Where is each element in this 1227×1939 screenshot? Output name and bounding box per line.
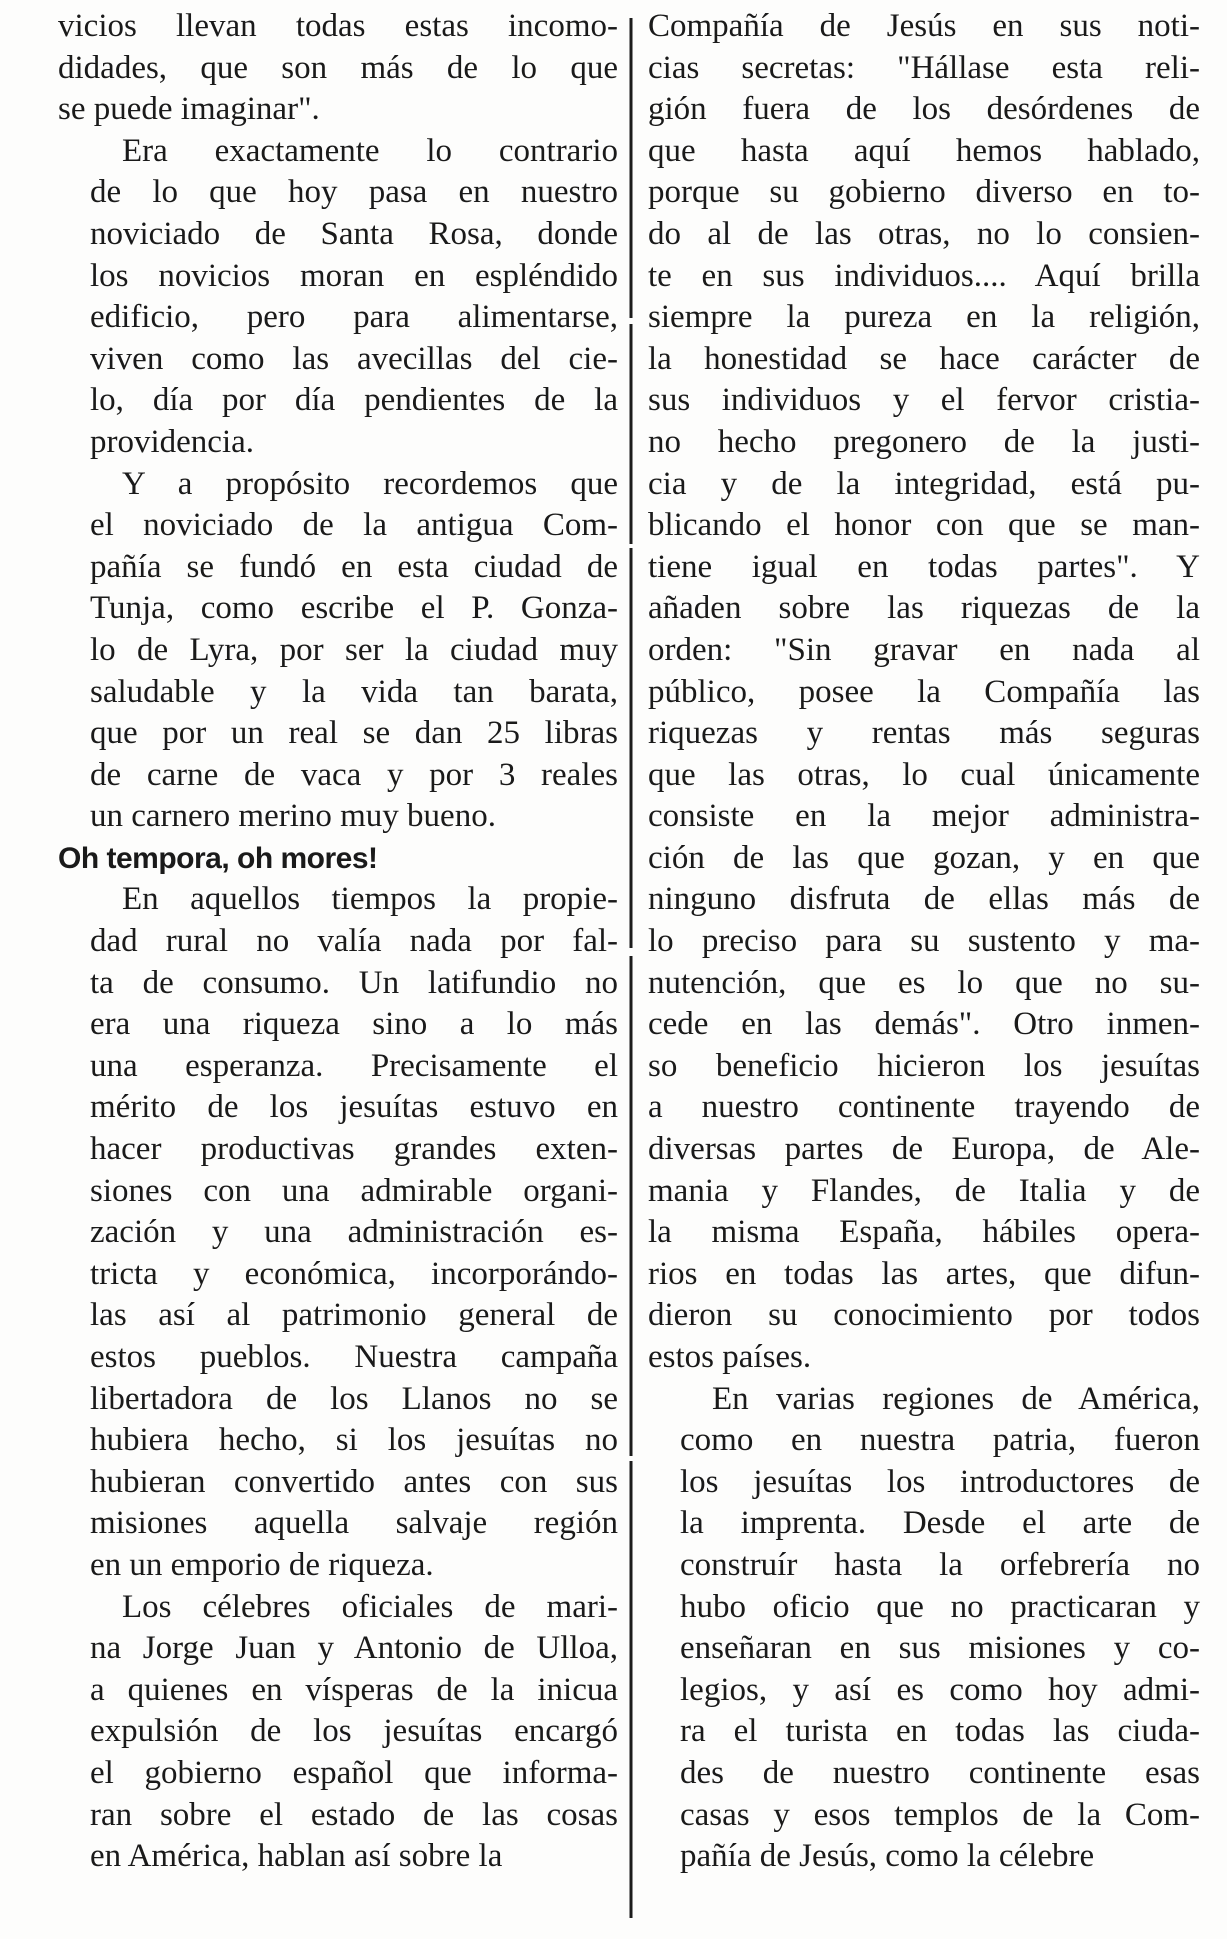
text-line: hubiera hecho, si los jesuítas no — [90, 1422, 618, 1459]
text-line: construír hasta la orfebrería no — [680, 1546, 1200, 1583]
text-line: lo, día por día pendientes de la — [90, 382, 618, 419]
left-text-column — [58, 6, 618, 1878]
text-line: tiene igual en todas partes". Y — [648, 548, 1200, 585]
text-line: Oh tempora, oh mores! — [58, 841, 378, 875]
right-text-column — [648, 6, 1200, 1878]
column-divider-rule — [628, 18, 634, 1918]
text-line: blicando el honor con que se man- — [648, 507, 1200, 544]
text-line: legios, y así es como hoy admi- — [680, 1671, 1200, 1708]
text-line: En aquellos tiempos la propie- — [122, 881, 618, 918]
text-line: la imprenta. Desde el arte de — [680, 1505, 1200, 1542]
text-line: la misma España, hábiles opera- — [648, 1214, 1200, 1251]
text-line: pañía se fundó en esta ciudad de — [90, 548, 618, 585]
text-line: a quienes en vísperas de la inicua — [90, 1671, 618, 1708]
text-line: público, posee la Compañía las — [648, 673, 1200, 710]
text-line: ran sobre el estado de las cosas — [90, 1796, 618, 1833]
text-line: providencia. — [90, 423, 255, 460]
text-line: se puede imaginar". — [58, 91, 320, 128]
text-line: Los célebres oficiales de mari- — [122, 1588, 618, 1625]
paragraph — [58, 6, 618, 131]
paragraph — [58, 838, 618, 880]
text-line: Compañía de Jesús en sus noti- — [648, 8, 1200, 44]
text-line: que por un real se dan 25 libras — [90, 715, 618, 752]
text-line: en un emporio de riqueza. — [90, 1546, 434, 1583]
text-line: cias secretas: "Hállase esta reli- — [648, 49, 1200, 86]
text-line: de carne de vaca y por 3 reales — [90, 756, 618, 793]
text-line: mérito de los jesuítas estuvo en — [90, 1089, 618, 1126]
text-line: cia y de la integridad, está pu- — [648, 465, 1200, 502]
text-line: ción de las que gozan, y en que — [648, 839, 1200, 876]
text-line: do al de las otras, no lo consien- — [648, 215, 1200, 252]
paragraph — [58, 131, 618, 464]
text-line: mania y Flandes, de Italia y de — [648, 1172, 1200, 1209]
paragraph — [58, 879, 618, 1586]
text-line: dieron su conocimiento por todos — [648, 1297, 1200, 1334]
text-line: porque su gobierno diverso en to- — [648, 174, 1200, 211]
text-line: viven como las avecillas del cie- — [90, 340, 618, 377]
text-line: no hecho pregonero de la justi- — [648, 423, 1200, 460]
text-line: des de nuestro continente esas — [680, 1754, 1200, 1791]
text-line: que hasta aquí hemos hablado, — [648, 132, 1200, 169]
text-line: siempre la pureza en la religión, — [648, 299, 1200, 336]
text-line: enseñaran en sus misiones y co- — [680, 1630, 1200, 1667]
text-line: misiones aquella salvaje región — [90, 1505, 618, 1542]
text-line: rios en todas las artes, que difun- — [648, 1255, 1200, 1292]
text-line: vicios llevan todas estas incomo- — [58, 8, 618, 44]
text-line: casas y esos templos de la Com- — [680, 1796, 1200, 1833]
text-line: como en nuestra patria, fueron — [680, 1422, 1200, 1459]
text-line: era una riqueza sino a lo más — [90, 1006, 618, 1043]
text-line: noviciado de Santa Rosa, donde — [90, 215, 618, 252]
text-line: la honestidad se hace carácter de — [648, 340, 1200, 377]
text-line: ninguno disfruta de ellas más de — [648, 881, 1200, 918]
text-line: lo de Lyra, por ser la ciudad muy — [90, 631, 618, 668]
text-line: el gobierno español que informa- — [90, 1754, 618, 1791]
text-line: una esperanza. Precisamente el — [90, 1047, 618, 1084]
text-line: dad rural no valía nada por fal- — [90, 923, 618, 960]
text-line: hubieran convertido antes con sus — [90, 1463, 618, 1500]
text-line: ra el turista en todas las ciuda- — [680, 1713, 1200, 1750]
text-line: Tunja, como escribe el P. Gonza- — [90, 590, 618, 627]
text-line: el noviciado de la antigua Com- — [90, 507, 618, 544]
text-line: en América, hablan así sobre la — [90, 1838, 503, 1875]
text-line: te en sus individuos.... Aquí brilla — [648, 257, 1200, 294]
text-line: riquezas y rentas más seguras — [648, 715, 1200, 752]
text-line: orden: "Sin gravar en nada al — [648, 631, 1200, 668]
text-line: las así al patrimonio general de — [90, 1297, 618, 1334]
text-line: saludable y la vida tan barata, — [90, 673, 618, 710]
text-line: Y a propósito recordemos que — [122, 465, 618, 502]
text-line: Era exactamente lo contrario — [122, 132, 618, 169]
text-line: didades, que son más de lo que — [58, 49, 618, 86]
text-line: pañía de Jesús, como la célebre — [680, 1838, 1095, 1875]
text-line: añaden sobre las riquezas de la — [648, 590, 1200, 627]
text-line: libertadora de los Llanos no se — [90, 1380, 618, 1417]
paragraph — [648, 6, 1200, 1379]
paragraph — [648, 1379, 1200, 1878]
text-line: diversas partes de Europa, de Ale- — [648, 1131, 1200, 1168]
text-line: que las otras, lo cual únicamente — [648, 756, 1200, 793]
text-line: siones con una admirable organi- — [90, 1172, 618, 1209]
text-line: nutención, que es lo que no su- — [648, 964, 1200, 1001]
text-line: zación y una administración es- — [90, 1214, 618, 1251]
text-line: na Jorge Juan y Antonio de Ulloa, — [90, 1630, 618, 1667]
text-line: lo preciso para su sustento y ma- — [648, 923, 1200, 960]
text-line: gión fuera de los desórdenes de — [648, 91, 1200, 128]
text-line: consiste en la mejor administra- — [648, 798, 1200, 835]
text-line: En varias regiones de América, — [712, 1380, 1200, 1417]
text-line: un carnero merino muy bueno. — [90, 798, 496, 835]
text-line: de lo que hoy pasa en nuestro — [90, 174, 618, 211]
text-line: estos países. — [648, 1339, 812, 1375]
text-line: sus individuos y el fervor cristia- — [648, 382, 1200, 419]
paragraph — [58, 464, 618, 838]
text-line: cede en las demás". Otro inmen- — [648, 1006, 1200, 1043]
text-line: a nuestro continente trayendo de — [648, 1089, 1200, 1126]
text-line: tricta y económica, incorporándo- — [90, 1255, 618, 1292]
text-line: so beneficio hicieron los jesuítas — [648, 1047, 1200, 1084]
text-line: los jesuítas los introductores de — [680, 1463, 1200, 1500]
text-line: los novicios moran en espléndido — [90, 257, 618, 294]
text-line: estos pueblos. Nuestra campaña — [90, 1339, 618, 1375]
text-line: hubo oficio que no practicaran y — [680, 1588, 1200, 1625]
text-line: edificio, pero para alimentarse, — [90, 299, 618, 336]
text-line: hacer productivas grandes exten- — [90, 1131, 618, 1168]
text-line: ta de consumo. Un latifundio no — [90, 964, 618, 1001]
paragraph — [58, 1587, 618, 1878]
text-line: expulsión de los jesuítas encargó — [90, 1713, 618, 1750]
